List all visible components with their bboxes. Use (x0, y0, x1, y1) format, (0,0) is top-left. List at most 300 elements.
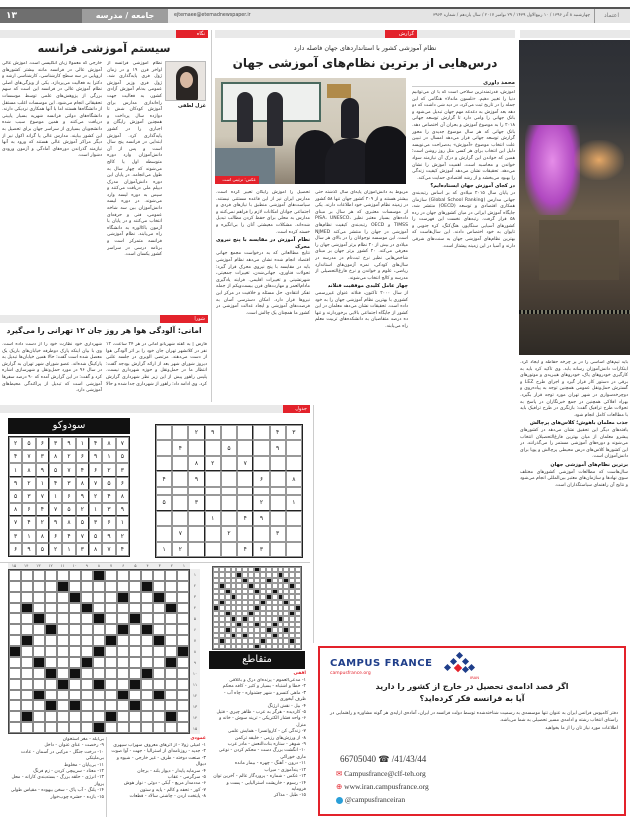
crossword-cell[interactable] (141, 570, 153, 581)
crossword-cell[interactable] (93, 603, 105, 614)
crossword-cell[interactable] (117, 722, 129, 733)
sudoku-cell[interactable] (172, 511, 188, 526)
crossword-cell[interactable] (45, 635, 57, 646)
crossword-cell[interactable] (93, 624, 105, 635)
sudoku-cell: ۹ (49, 516, 62, 529)
sudoku-cell[interactable]: ۱ (156, 542, 172, 557)
crossword-cell[interactable] (177, 690, 189, 701)
crossword-cell[interactable] (153, 646, 165, 657)
crossword-cell[interactable] (57, 690, 69, 701)
crossword-cell[interactable] (141, 613, 153, 624)
crossword-cell[interactable] (117, 668, 129, 679)
crossword-cell[interactable] (57, 592, 69, 603)
crossword-cell[interactable] (105, 679, 117, 690)
crossword-cell[interactable] (45, 711, 57, 722)
crossword-cell[interactable] (33, 711, 45, 722)
sudoku-cell: ۷ (116, 437, 129, 450)
crossword-cell[interactable] (69, 635, 81, 646)
sudoku-cell[interactable] (156, 456, 172, 471)
crossword-cell[interactable] (33, 679, 45, 690)
sudoku-cell[interactable] (221, 495, 237, 510)
crossword-cell[interactable] (81, 646, 93, 657)
crossword-cell[interactable] (129, 690, 141, 701)
crossword-number: ۱۱ (192, 682, 198, 687)
crossword-black-cell (129, 679, 141, 690)
crossword-cell[interactable] (129, 646, 141, 657)
crossword-cell[interactable] (33, 722, 45, 733)
crossword-cell[interactable] (177, 635, 189, 646)
crossword-cell[interactable] (141, 646, 153, 657)
sudoku-cell[interactable] (188, 440, 204, 455)
crossword-cell[interactable] (117, 711, 129, 722)
crossword-cell[interactable] (177, 624, 189, 635)
sudoku-cell[interactable]: ۴ (237, 542, 253, 557)
crossword-cell[interactable] (177, 570, 189, 581)
crossword-cell[interactable] (21, 613, 33, 624)
campus-france-ad[interactable] (318, 646, 626, 816)
crossword-cell[interactable] (69, 624, 81, 635)
crossword-cell[interactable] (21, 657, 33, 668)
crossword-cell[interactable] (33, 581, 45, 592)
crossword-cell[interactable] (21, 668, 33, 679)
crossword-cell[interactable] (105, 624, 117, 635)
column-divider (313, 405, 314, 643)
crossword-cell[interactable] (129, 722, 141, 733)
crossword-cell[interactable] (33, 624, 45, 635)
crossword-cell[interactable] (33, 635, 45, 646)
crossword-cell[interactable] (165, 624, 177, 635)
crossword-cell[interactable] (21, 592, 33, 603)
sudoku-cell[interactable] (286, 542, 302, 557)
crossword-cell[interactable] (9, 603, 21, 614)
crossword-cell[interactable] (105, 570, 117, 581)
crossword-cell[interactable] (9, 722, 21, 733)
sudoku-cell[interactable] (237, 471, 253, 486)
ad-email[interactable]: Campusfrance@clf-teh.org (344, 769, 426, 778)
crossword-cell[interactable] (153, 700, 165, 711)
crossword-cell[interactable] (81, 635, 93, 646)
crossword-cell[interactable] (81, 624, 93, 635)
sudoku-cell[interactable] (172, 425, 188, 440)
sudoku-cell[interactable] (253, 487, 269, 495)
crossword-cell[interactable] (9, 657, 21, 668)
sudoku-cell[interactable] (286, 440, 302, 455)
sudoku-cell[interactable] (253, 456, 269, 471)
sudoku-cell[interactable] (172, 471, 188, 486)
sudoku-cell[interactable]: ۲ (188, 425, 204, 440)
report-subheading: در کجای آموزش جهان ایستاده‌ایم؟ (430, 183, 515, 190)
crossword-cell[interactable] (45, 570, 57, 581)
sudoku-cell[interactable] (221, 425, 237, 440)
crossword-cell[interactable] (165, 613, 177, 624)
crossword-cell[interactable] (57, 624, 69, 635)
crossword-cell[interactable] (33, 646, 45, 657)
crossword-cell[interactable] (141, 722, 153, 733)
ad-phone[interactable]: 66705040 (340, 754, 376, 764)
crossword-grid[interactable] (8, 569, 190, 734)
crossword-cell[interactable] (165, 570, 177, 581)
crossword-cell[interactable] (9, 592, 21, 603)
crossword-cell[interactable] (45, 679, 57, 690)
crossword-cell[interactable] (57, 668, 69, 679)
crossword-cell[interactable] (81, 581, 93, 592)
crossword-cell[interactable] (177, 668, 189, 679)
crossword-number: ۹ (193, 660, 197, 665)
crossword-cell[interactable] (105, 581, 117, 592)
crossword-cell[interactable] (177, 722, 189, 733)
sudoku-cell: ۷ (36, 490, 49, 503)
sudoku-cell: ۵ (49, 463, 62, 476)
crossword-cell[interactable] (33, 592, 45, 603)
crossword-cell[interactable] (93, 690, 105, 701)
crossword-cell[interactable] (33, 668, 45, 679)
crossword-cell[interactable] (153, 570, 165, 581)
crossword-cell[interactable] (141, 690, 153, 701)
sudoku-cell[interactable]: ۸ (286, 471, 302, 486)
crossword-cell[interactable] (129, 711, 141, 722)
sudoku-cell[interactable] (188, 511, 204, 526)
crossword-cell[interactable] (105, 700, 117, 711)
crossword-cell[interactable] (81, 722, 93, 733)
crossword-cell[interactable] (21, 646, 33, 657)
crossword-cell[interactable] (165, 700, 177, 711)
ad-email-row (336, 769, 426, 778)
sudoku-cell[interactable]: ۲ (221, 526, 237, 541)
crossword-cell[interactable] (81, 690, 93, 701)
sudoku-cell[interactable] (205, 495, 221, 510)
sudoku-cell[interactable] (286, 511, 302, 526)
crossword-clue: ۱۳- عکس - شماره - پروردگار عالم - آخرین توان (213, 774, 306, 780)
crossword-cell[interactable] (45, 722, 57, 733)
sudoku-cell: ۷ (76, 530, 89, 543)
sudoku-cell[interactable]: ۱ (286, 495, 302, 510)
sudoku-cell[interactable] (221, 471, 237, 486)
crossword-cell[interactable] (177, 603, 189, 614)
crossword-cell[interactable] (141, 700, 153, 711)
crossword-cell[interactable] (9, 635, 21, 646)
crossword-cell[interactable] (81, 592, 93, 603)
crossword-cell[interactable] (93, 668, 105, 679)
crossword-cell[interactable] (21, 570, 33, 581)
sudoku-cell[interactable] (221, 511, 237, 526)
crossword-cell[interactable] (129, 592, 141, 603)
crossword-cell[interactable] (117, 581, 129, 592)
sudoku-cell[interactable]: ۸ (188, 456, 204, 471)
crossword-cell[interactable] (45, 613, 57, 624)
crossword-cell[interactable] (9, 690, 21, 701)
crossword-cell[interactable] (69, 603, 81, 614)
sudoku-cell[interactable] (156, 425, 172, 440)
crossword-cell[interactable] (57, 657, 69, 668)
crossword-cell[interactable] (9, 711, 21, 722)
sudoku-cell: ۲ (49, 543, 62, 556)
sudoku-cell[interactable] (237, 487, 253, 495)
crossword-cell[interactable] (33, 603, 45, 614)
sudoku-cell[interactable]: ۴ (237, 511, 253, 526)
sudoku-cell[interactable] (253, 440, 269, 455)
sudoku-cell[interactable]: ۲ (205, 456, 221, 471)
sudoku-cell: ۱ (102, 450, 115, 463)
crossword-cell[interactable] (105, 722, 117, 733)
sudoku-cell[interactable] (253, 526, 269, 541)
crossword-cell[interactable] (165, 679, 177, 690)
sudoku-cell[interactable] (286, 487, 302, 495)
crossword-cell[interactable] (9, 679, 21, 690)
crossword-cell[interactable] (45, 690, 57, 701)
crossword-cell[interactable] (57, 711, 69, 722)
crossword-cell[interactable] (21, 700, 33, 711)
crossword-cell[interactable] (129, 570, 141, 581)
sudoku-cell[interactable]: ۹ (188, 471, 204, 486)
sudoku-cell[interactable]: ۶ (253, 471, 269, 486)
sudoku-cell[interactable] (270, 471, 286, 486)
crossword-clue: ۳- صنعت دوخته - طرف - غیر خارجی - شیوه و دیوال (116, 755, 206, 768)
crossword-clue: ۴- بیل - نقش ارژنگ (267, 703, 306, 709)
crossword-cell[interactable] (33, 570, 45, 581)
sudoku-cell[interactable] (237, 495, 253, 510)
crossword-cell[interactable] (141, 679, 153, 690)
crossword-cell[interactable] (153, 624, 165, 635)
crossword-cell[interactable] (93, 700, 105, 711)
crossword-cell[interactable] (177, 711, 189, 722)
crossword-cell[interactable] (141, 635, 153, 646)
sudoku-cell: ۸ (89, 543, 102, 556)
sudoku-cell: ۶ (9, 543, 22, 556)
sudoku-cell: ۷ (9, 516, 22, 529)
crossword-cell[interactable] (165, 646, 177, 657)
crossword-cell[interactable] (105, 592, 117, 603)
crossword-black-cell (81, 603, 93, 614)
crossword-cell[interactable] (141, 603, 153, 614)
crossword-cell[interactable] (93, 592, 105, 603)
council-col-right: فارس | به گفته شهربانو امانی در هر ۲۴ ساعت، ۱۲ نفر در کلانشهر تهران جان خود را بر اثر آلودگی هوا از دست می‌دهند. مرتضی الویری در جلسه علنی دیروز شورای شهر بعد از ارائه گزارش بودجه گفت: انتظار ما در حمل‌ونقل و حوزه شهرداری نیست. پلیس راهور پیش از این زیر نظر شهرداری گزارش کرد. وی ادامه داد: راهور از شهرداری جدا شده و حالا (106, 342, 207, 387)
crossword-cell[interactable] (9, 570, 21, 581)
crossword-cell[interactable] (129, 581, 141, 592)
crossword-cell[interactable] (69, 581, 81, 592)
sudoku-cell[interactable] (286, 526, 302, 541)
crossword-cell[interactable] (57, 700, 69, 711)
sudoku-cell[interactable]: ۹ (253, 511, 269, 526)
crossword-cell[interactable] (57, 603, 69, 614)
crossword-cell[interactable] (153, 603, 165, 614)
crossword-cell[interactable] (93, 711, 105, 722)
sudoku-cell[interactable]: ۳ (270, 526, 286, 541)
sudoku-cell[interactable] (253, 425, 269, 440)
crossword-cell[interactable] (9, 613, 21, 624)
sudoku-cell[interactable] (156, 526, 172, 541)
crossword-cell[interactable] (93, 657, 105, 668)
sudoku-cell[interactable]: ۵ (221, 440, 237, 455)
sudoku-cell[interactable]: ۷ (172, 526, 188, 541)
sudoku-cell[interactable]: ۳ (253, 542, 269, 557)
sudoku-cell[interactable]: ۱ (205, 511, 221, 526)
crossword-cell[interactable] (69, 570, 81, 581)
crossword-cell[interactable] (105, 646, 117, 657)
crossword-cell[interactable] (21, 690, 33, 701)
crossword-cell[interactable] (129, 657, 141, 668)
sudoku-cell[interactable] (270, 456, 286, 471)
crossword-cell[interactable] (117, 679, 129, 690)
crossword-cell[interactable] (177, 657, 189, 668)
sudoku-cell[interactable] (270, 511, 286, 526)
sudoku-cell[interactable] (205, 440, 221, 455)
sudoku-cell[interactable]: ۷ (237, 456, 253, 471)
crossword-cell[interactable] (9, 700, 21, 711)
crossword-cell[interactable] (57, 646, 69, 657)
crossword-cell[interactable] (21, 679, 33, 690)
crossword-cell[interactable] (105, 690, 117, 701)
sudoku-cell[interactable] (221, 487, 237, 495)
crossword-cell[interactable] (33, 700, 45, 711)
crossword-cell[interactable] (21, 581, 33, 592)
crossword-cell[interactable] (45, 592, 57, 603)
crossword-cell[interactable] (9, 624, 21, 635)
crossword-cell[interactable] (117, 657, 129, 668)
crossword-cell[interactable] (105, 603, 117, 614)
sudoku-cell[interactable] (221, 456, 237, 471)
sudoku-cell: ۶ (116, 477, 129, 490)
sudoku-cell[interactable] (205, 471, 221, 486)
crossword-cell[interactable] (69, 690, 81, 701)
sudoku-cell[interactable] (221, 542, 237, 557)
sudoku-cell[interactable]: ۴ (156, 471, 172, 486)
crossword-cell[interactable] (177, 700, 189, 711)
crossword-cell[interactable] (69, 613, 81, 624)
ad-telegram[interactable]: @campusfranceiran (344, 795, 406, 804)
crossword-cell[interactable] (117, 700, 129, 711)
header-email[interactable]: ejtemaee@etemadnewspaper.ir (174, 13, 251, 18)
sudoku-cell[interactable] (188, 542, 204, 557)
sudoku-cell[interactable]: ۵ (156, 495, 172, 510)
crossword-cell[interactable] (129, 668, 141, 679)
sudoku-cell[interactable] (270, 542, 286, 557)
crossword-cell[interactable] (69, 722, 81, 733)
crossword-cell[interactable] (117, 603, 129, 614)
crossword-cell[interactable] (9, 581, 21, 592)
crossword-cell[interactable] (165, 722, 177, 733)
crossword-cell[interactable] (129, 624, 141, 635)
sudoku-cell[interactable] (172, 487, 188, 495)
sudoku-cell[interactable]: ۹ (270, 440, 286, 455)
sudoku-cell[interactable] (156, 511, 172, 526)
sudoku-cell[interactable] (188, 526, 204, 541)
crossword-cell[interactable] (165, 592, 177, 603)
view-title: سیستم آموزشی فرانسه (37, 42, 171, 55)
crossword-cell[interactable] (105, 613, 117, 624)
sudoku-cell[interactable]: ۳ (188, 495, 204, 510)
crossword-cell[interactable] (45, 646, 57, 657)
sudoku-cell[interactable]: ۳ (286, 425, 302, 440)
crossword-cell[interactable] (117, 635, 129, 646)
crossword-cell[interactable] (165, 690, 177, 701)
crossword-cell[interactable] (153, 679, 165, 690)
sudoku-puzzle-grid[interactable] (155, 424, 303, 558)
sudoku-cell[interactable]: ۴ (172, 440, 188, 455)
crossword-cell[interactable] (93, 635, 105, 646)
crossword-cell[interactable] (45, 657, 57, 668)
crossword-cell[interactable] (165, 668, 177, 679)
crossword-cell[interactable] (81, 668, 93, 679)
crossword-cell[interactable] (21, 722, 33, 733)
sudoku-cell: ۹ (9, 477, 22, 490)
crossword-cell[interactable] (153, 722, 165, 733)
crossword-cell[interactable] (105, 668, 117, 679)
sudoku-cell[interactable]: ۲ (172, 542, 188, 557)
crossword-cell[interactable] (153, 668, 165, 679)
crossword-cell[interactable] (57, 635, 69, 646)
crossword-cell[interactable] (153, 613, 165, 624)
sudoku-cell[interactable] (205, 542, 221, 557)
crossword-cell[interactable] (177, 613, 189, 624)
sudoku-cell[interactable] (270, 487, 286, 495)
crossword-cell[interactable] (57, 570, 69, 581)
crossword-cell[interactable] (93, 581, 105, 592)
crossword-cell[interactable] (177, 581, 189, 592)
sudoku-cell[interactable] (237, 526, 253, 541)
crossword-black-cell (69, 700, 81, 711)
crossword-cell[interactable] (45, 581, 57, 592)
sudoku-cell[interactable] (172, 456, 188, 471)
sudoku-cell[interactable]: ۹ (205, 425, 221, 440)
crossword-cell[interactable] (153, 657, 165, 668)
crossword-cell[interactable] (21, 624, 33, 635)
crossword-cell[interactable] (117, 570, 129, 581)
sudoku-cell[interactable] (188, 487, 204, 495)
crossword-cell[interactable] (129, 603, 141, 614)
crossword-cell[interactable] (117, 613, 129, 624)
sudoku-cell: ۷ (62, 463, 75, 476)
sudoku-cell[interactable] (156, 487, 172, 495)
crossword-cell[interactable] (57, 722, 69, 733)
crossword-cell[interactable] (165, 581, 177, 592)
crossword-cell[interactable] (69, 711, 81, 722)
crossword-cell[interactable] (117, 646, 129, 657)
crossword-cell[interactable] (141, 657, 153, 668)
crossword-cell[interactable] (177, 679, 189, 690)
crossword-cell[interactable] (105, 657, 117, 668)
sudoku-cell[interactable] (270, 495, 286, 510)
crossword-cell[interactable] (45, 603, 57, 614)
sudoku-cell[interactable] (237, 425, 253, 440)
ad-website[interactable]: www.iran.campusfrance.org (344, 782, 429, 791)
crossword-cell[interactable] (177, 592, 189, 603)
sudoku-cell[interactable] (156, 440, 172, 455)
crossword-cell[interactable] (141, 592, 153, 603)
crossword-cell[interactable] (9, 668, 21, 679)
sudoku-cell[interactable] (172, 495, 188, 510)
crossword-cell[interactable] (81, 700, 93, 711)
crossword-cell[interactable] (153, 581, 165, 592)
crossword-cell[interactable] (69, 679, 81, 690)
crossword-cell[interactable] (165, 635, 177, 646)
sudoku-cell[interactable] (237, 440, 253, 455)
sudoku-cell[interactable] (205, 526, 221, 541)
sudoku-cell[interactable]: ۲ (253, 495, 269, 510)
crossword-cell[interactable] (81, 570, 93, 581)
sudoku-cell[interactable] (286, 456, 302, 471)
crossword-cell[interactable] (153, 711, 165, 722)
crossword-cell[interactable] (69, 646, 81, 657)
sudoku-cell[interactable] (205, 487, 221, 495)
crossword-cell[interactable] (81, 613, 93, 624)
sudoku-cell[interactable]: ۴ (270, 425, 286, 440)
crossword-cell[interactable] (57, 613, 69, 624)
crossword-cell[interactable] (81, 679, 93, 690)
crossword-cell[interactable] (69, 657, 81, 668)
crossword-cell[interactable] (129, 635, 141, 646)
crossword-cell[interactable] (81, 711, 93, 722)
crossword-cell[interactable] (141, 711, 153, 722)
